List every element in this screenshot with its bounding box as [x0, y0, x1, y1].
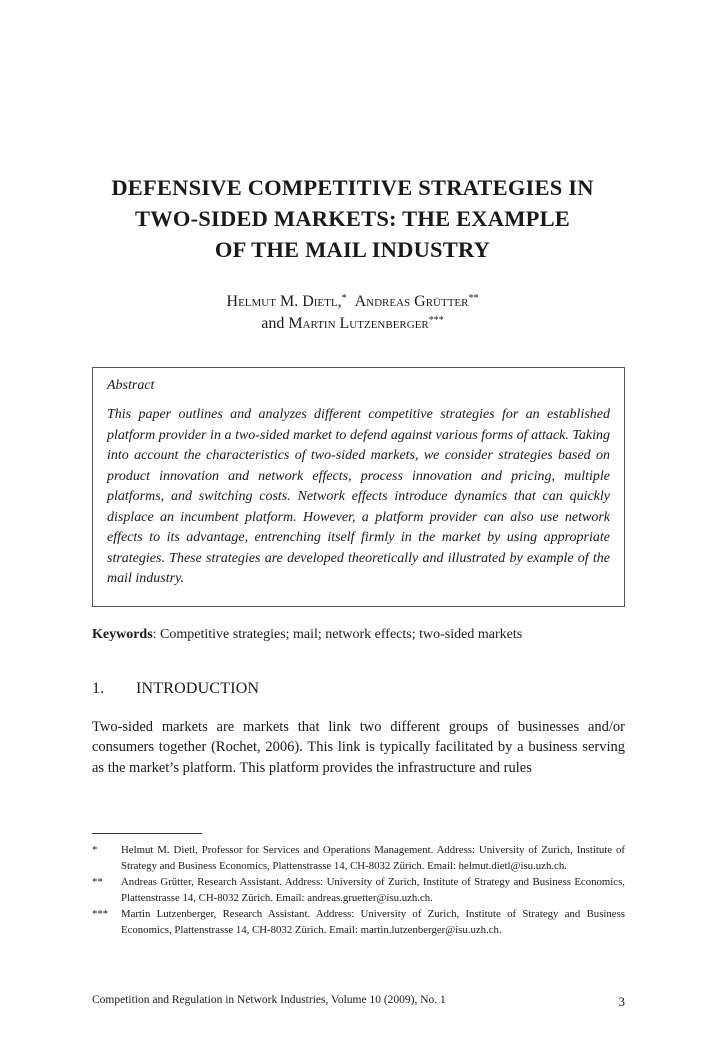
footnote-text: Martin Lutzenberger, Research Assistant. Address: University of Zurich, Institute of Strategy and Business Economics, Plattenstrasse 14, CH-8032 Zürich. Email: martin.lutzenberger@isu.uzh.ch.	[121, 908, 625, 936]
title-line-1: DEFENSIVE COMPETITIVE STRATEGIES IN	[111, 175, 594, 200]
author-grutter-footnote-mark: **	[468, 293, 479, 304]
title-line-2: TWO-SIDED MARKETS: THE EXAMPLE	[134, 206, 571, 231]
footnote	[92, 907, 625, 938]
footnote-rule	[92, 833, 202, 834]
page-footer	[92, 994, 625, 1010]
author-grutter: Andreas Grütter	[354, 293, 469, 310]
page-number: 3	[618, 994, 625, 1009]
footnote	[92, 843, 625, 874]
author-dietl-footnote-mark: *	[341, 293, 347, 304]
body-paragraph: Two-sided markets are markets that link two different groups of businesses and/or consumers together (Rochet, 2006). This link is typically facilitated by a business serving as the market’s platform. This platform provides the infrastructure and rules	[92, 719, 625, 776]
author-conjunction: and	[261, 315, 285, 332]
paper-title	[80, 172, 625, 265]
keywords-label: Keywords	[92, 627, 153, 642]
footnotes	[92, 843, 625, 939]
author-lutzenberger-footnote-mark: ***	[428, 315, 444, 326]
abstract-text: This paper outlines and analyzes different competitive strategies for an established platform provider in a two-sided market to defend against various forms of attack. Taking into account the characteristics of two-sided markets, we consider strategies based on product innovation and network effects, process innovation and pricing, multiple platforms, and switching costs. Network effects introduce dynamics that can quickly displace an incumbent platform. However, a platform provider can also use network effects to its advantage, entrenching itself firmly in the market by using appropriate strategies. These strategies are developed theoretically and illustrated by example of the mail industry.	[107, 407, 610, 586]
footnote-mark: *	[92, 844, 98, 856]
section-number: 1.	[92, 680, 105, 697]
abstract-heading: Abstract	[107, 378, 155, 393]
footnote-mark: ***	[92, 908, 109, 920]
footnote-text: Helmut M. Dietl, Professor for Services and Operations Management. Address: University of Zurich, Institute of Strategy and Business Economics, Plattenstrasse 14, CH-8032 Zürich. Email: helmut.dietl@isu.uzh.ch.	[121, 844, 625, 872]
keywords	[92, 627, 625, 643]
author-lutzenberger: Martin Lutzenberger	[288, 315, 429, 332]
section-heading	[92, 680, 259, 698]
journal-citation: Competition and Regulation in Network Industries, Volume 10 (2009), No. 1	[92, 994, 446, 1006]
abstract-box	[92, 367, 625, 607]
footnote-text: Andreas Grütter, Research Assistant. Address: University of Zurich, Institute of Strategy and Business Economics, Plattenstrasse 14, CH-8032 Zürich. Email: andreas.gruetter@isu.uzh.ch.	[121, 876, 625, 904]
footnote-mark: **	[92, 876, 103, 888]
author-list	[80, 291, 625, 335]
keywords-text: : Competitive strategies; mail; network effects; two-sided markets	[152, 627, 523, 642]
section-title: INTRODUCTION	[136, 680, 260, 697]
footnote	[92, 875, 625, 906]
title-line-3: OF THE MAIL INDUSTRY	[214, 237, 491, 262]
author-dietl: Helmut M. Dietl,	[226, 293, 342, 310]
